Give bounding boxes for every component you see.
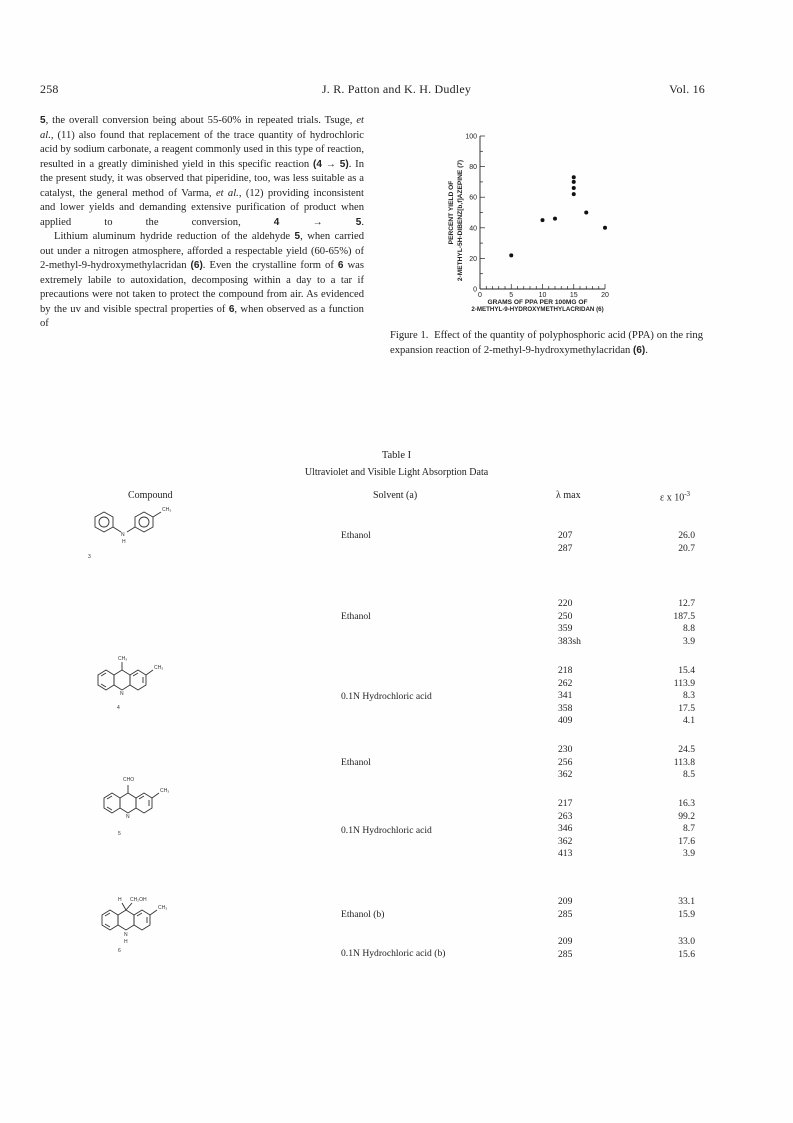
table-cell-epsilon: 26.0 20.7 — [678, 530, 695, 554]
table-cell-epsilon: 15.4 113.9 8.3 17.5 4.1 — [673, 665, 695, 727]
nitrogen-label: N — [124, 932, 128, 938]
table-cell-solvent: 0.1N Hydrochloric acid — [341, 691, 432, 702]
structure-compound-6 — [94, 893, 204, 945]
compound-ref: 5 — [294, 231, 301, 242]
table-cell-solvent: Ethanol (b) — [341, 909, 385, 920]
table-cell-lambda: 217 263 346 362 413 — [558, 798, 573, 860]
y-tick-label: 20 — [469, 255, 477, 263]
methyl-label: CH₃ — [160, 788, 170, 794]
table-cell-epsilon: 33.1 15.9 — [678, 896, 695, 920]
nitrogen-label: N — [126, 814, 130, 820]
nitrogen-label: N — [120, 691, 124, 697]
text-run: , (11) also found that replacement of the trace quantity of hydrochloric acid by sodium carbonate, a reagent commonly used in this type of reaction, resulted in a greatly diminished yield in this specific reaction — [40, 129, 364, 170]
compound-ref: 6 — [337, 260, 344, 271]
table-cell-lambda: 220 250 359 383sh — [558, 598, 581, 647]
data-point — [509, 253, 513, 257]
body-text-column — [40, 114, 364, 332]
compound-ref: 6 — [228, 303, 235, 315]
data-point — [572, 192, 576, 196]
table-cell-solvent: Ethanol — [341, 757, 371, 768]
column-header-solvent: Solvent (a) — [373, 490, 418, 501]
volume-label: Vol. 16 — [669, 82, 705, 96]
text-run: , the overall conversion being about 55-60% in repeated trials. Tsuge, — [45, 115, 357, 126]
y-tick-label: 40 — [469, 225, 477, 233]
data-point — [572, 175, 576, 179]
compound-ref: 4 → 5 — [273, 216, 362, 228]
y-axis-label: 2-METHYL-5H-DIBENZ[b,f]AZEPINE (7) — [457, 159, 464, 282]
y-axis-label: PERCENT YIELD OF — [448, 180, 455, 245]
x-tick-label: 15 — [569, 292, 578, 299]
paragraph-1 — [40, 114, 364, 230]
column-header-epsilon — [660, 490, 690, 503]
nitrogen-label: N — [121, 532, 125, 538]
hydrogen-label: H — [118, 897, 122, 903]
methyl-label: CH₃ — [154, 665, 164, 671]
data-point — [603, 226, 607, 230]
epsilon-exponent: -3 — [684, 490, 691, 498]
text-run: Lithium aluminum hydride reduction of the aldehyde — [54, 231, 295, 242]
aldehyde-label: CHO — [123, 777, 135, 783]
compound-label-4: 4 — [117, 705, 120, 711]
methyl-label: CH₃ — [158, 905, 168, 911]
table-cell-epsilon: 16.3 99.2 8.7 17.6 3.9 — [678, 798, 695, 860]
figure-caption — [390, 328, 703, 358]
x-axis-label: GRAMS OF PPA PER 100MG OF — [487, 299, 588, 306]
table-cell-lambda: 207 287 — [558, 530, 573, 554]
compound-ref: (4 → 5) — [313, 158, 349, 170]
x-tick-label: 20 — [601, 292, 609, 299]
x-tick-label: 5 — [509, 292, 514, 299]
structure-compound-5 — [96, 773, 206, 823]
methyl-label: CH₃ — [118, 656, 128, 662]
italic-run: et al. — [215, 187, 239, 199]
table-title: Table I — [381, 450, 412, 461]
paragraph-2 — [40, 230, 364, 332]
text-run: , when observed as a function of — [40, 303, 364, 329]
table-cell-solvent: 0.1N Hydrochloric acid (b) — [341, 948, 446, 959]
text-run: was extremely labile to autoxidation, decomposing within a day to a tar if precautions were not taken to protect the compound from air. As evidenced by the uv and visible spectral properties of — [40, 260, 364, 315]
text-run: . In the present study, it was observed that piperidine, too, was less suitable as a catalyst, the general method of Varma, — [40, 158, 365, 199]
text-run: . Even the crystalline form of — [202, 260, 338, 271]
y-tick-label: 100 — [465, 133, 477, 141]
x-tick-label: 0 — [478, 292, 482, 299]
table-cell-lambda: 230 256 362 — [558, 744, 573, 781]
italic-run: et al. — [40, 115, 364, 141]
table-cell-epsilon: 33.0 15.6 — [678, 936, 695, 960]
x-tick-label: 10 — [538, 292, 547, 299]
data-point — [541, 218, 545, 222]
data-point — [584, 211, 588, 215]
page-number: 258 — [40, 82, 59, 96]
compound-label-6: 6 — [118, 948, 121, 954]
hydrogen-label: H — [122, 539, 126, 545]
compound-ref: 5 — [40, 115, 46, 126]
hydroxymethyl-label: CH₂OH — [130, 897, 147, 903]
y-tick-label: 80 — [469, 164, 477, 172]
data-point — [553, 217, 557, 221]
table-cell-epsilon: 24.5 113.8 8.5 — [673, 744, 695, 781]
structure-compound-3 — [84, 505, 194, 557]
y-tick-label: 60 — [469, 194, 477, 202]
hydrogen-label: H — [124, 939, 128, 945]
compound-label-5: 5 — [118, 831, 121, 837]
text-run: , (12) providing inconsistent and lower yields and demanding extensive purification of product when applied to the conversion, — [40, 187, 364, 228]
x-axis-label: 2-METHYL-9-HYDROXYMETHYLACRIDAN (6) — [471, 306, 604, 313]
caption-text: Effect of the quantity of polyphosphoric acid (PPA) on the ring expansion reaction of 2-methyl-9-hydroxymethylacridan — [390, 330, 703, 356]
caption-label: Figure 1. — [390, 330, 429, 341]
compound-ref: (6) — [633, 345, 646, 356]
table-cell-lambda: 209 285 — [558, 896, 573, 920]
table-cell-solvent: 0.1N Hydrochloric acid — [341, 825, 432, 836]
epsilon-label: ε x 10 — [660, 492, 685, 504]
table-cell-solvent: Ethanol — [341, 611, 371, 622]
column-header-compound: Compound — [128, 490, 173, 501]
methyl-label: CH₃ — [162, 507, 172, 513]
table-caption: Ultraviolet and Visible Light Absorption Data — [304, 467, 489, 478]
data-point — [572, 180, 576, 184]
table-cell-solvent: Ethanol — [341, 530, 371, 541]
running-head-authors: J. R. Patton and K. H. Dudley — [321, 82, 472, 96]
figure-1-scatter-plot — [420, 124, 650, 324]
caption-end: . — [645, 345, 648, 356]
text-run: , when carried out under a nitrogen atmosphere, afforded a respectable yield (60-65%) of 2-methyl-9-hydroxymethylacridan — [40, 231, 364, 271]
text-run: . — [361, 216, 364, 228]
structure-compound-4 — [90, 650, 200, 700]
y-tick-label: 0 — [473, 286, 477, 294]
table-cell-epsilon: 12.7 187.5 8.8 3.9 — [673, 598, 695, 647]
table-cell-lambda: 209 285 — [558, 936, 573, 960]
compound-label-3: 3 — [88, 554, 91, 560]
data-point — [572, 186, 576, 190]
compound-ref: (6) — [190, 260, 203, 271]
table-cell-lambda: 218 262 341 358 409 — [558, 665, 573, 727]
column-header-lambda-max: λ max — [556, 490, 581, 501]
